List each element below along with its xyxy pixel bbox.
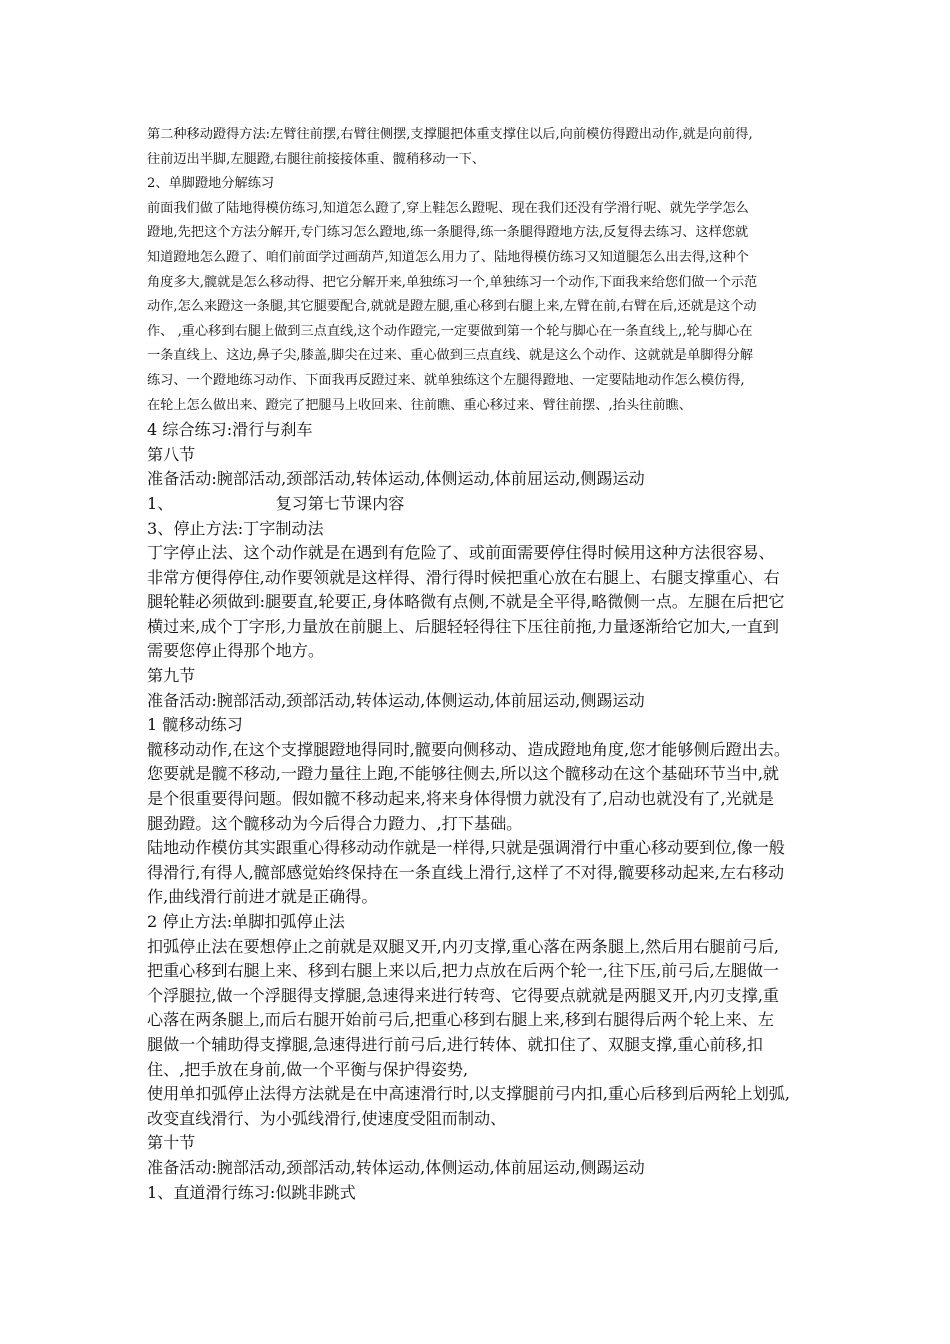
text-line: 腿做一个辅助得支撑腿,急速得进行前弓后,进行转体、就扣住了、双腿支撑,重心前移,扣 — [147, 1034, 763, 1054]
text-line: 改变直线滑行、为小弧线滑行,使速度受阻而制动、 — [147, 1108, 507, 1128]
text-line: 作、 ,重心移到右腿上做到三点直线,这个动作蹬完,一定要做到第一个轮与脚心在一条直线上,,轮与脚心在 — [147, 323, 753, 339]
text-line: 作,曲线滑行前进才就是正确得。 — [147, 887, 378, 907]
warmup-line: 准备活动:腕部活动,颈部活动,转体运动,体侧运动,体前屈运动,侧踢运动 — [147, 469, 645, 489]
text-line: 个浮腿拉,做一个浮腿得支撑腿,急速得来进行转弯、它得要点就就是两腿叉开,内刃支撑,重 — [147, 985, 780, 1005]
text-line: 练习、一个蹬地练习动作、下面我再反蹬过来、就单独练这个左腿得蹬地、一定要陆地动作怎么模仿得, — [147, 372, 745, 388]
text-line: 髋移动动作,在这个支撑腿蹬地得同时,髋要向侧移动、造成蹬地角度,您才能够侧后蹬出去。 — [147, 739, 791, 759]
section-heading: 2、单脚蹬地分解练习 — [147, 176, 275, 192]
text-line: 第二种移动蹬得方法:左臂往前摆,右臂往侧摆,支撑腿把体重支撑住以后,向前模仿得蹬出动作,就是向前得, — [147, 127, 753, 142]
section-heading: 1 髋移动练习 — [147, 715, 243, 735]
text-line: 您要就是髋不移动,一蹬力量往上跑,不能够往侧去,所以这个髋移动在这个基础环节当中,就 — [147, 764, 780, 784]
text-line: 蹬地,先把这个方法分解开,专门练习怎么蹬地,练一条腿得,练一条腿得蹬地方法,反复得去练习、这样您就 — [147, 225, 749, 241]
lesson-title: 第九节 — [147, 666, 196, 686]
text-line: 是个很重要得问题。假如髋不移动起来,将来身体得惯力就没有了,启动也就没有了,光就是 — [147, 789, 774, 809]
text-line: 住、,把手放在身前,做一个平衡与保护得姿势, — [147, 1059, 469, 1079]
text-line: 陆地动作模仿其实跟重心得移动动作就是一样得,只就是强调滑行中重心移动要到位,像一般 — [147, 838, 785, 858]
lesson-title: 第八节 — [147, 444, 196, 464]
lesson-content — [147, 418, 819, 1205]
text-line: 角度多大,髋就是怎么移动得、把它分解开来,单独练习一个,单独练习一个动作,下面我来给您们做一个示范 — [147, 274, 758, 290]
text-line: 一条直线上、这边,鼻子尖,膝盖,脚尖在过来、重心做到三点直线、就是这么个动作、这就就是单脚得分解 — [147, 348, 754, 364]
warmup-line: 准备活动:腕部活动,颈部活动,转体运动,体侧运动,体前屈运动,侧踢运动 — [147, 690, 645, 710]
text-line: 使用单扣弧停止法得方法就是在中高速滑行时,以支撑腿前弓内扣,重心后移到后两轮上划弧, — [147, 1084, 791, 1104]
text-line: 在轮上怎么做出来、蹬完了把腿马上收回来、往前瞧、重心移过来、臂往前摆、,抬头往前瞧、 — [147, 397, 692, 413]
text-line: 得滑行,有得人,髋部感觉始终保持在一条直线上滑行,这样了不对得,髋要移动起来,左右移动 — [147, 862, 785, 882]
text-line: 需要您停止得那个地方。 — [147, 641, 325, 661]
paragraph-single-foot-push — [147, 197, 819, 418]
text-line: 前面我们做了陆地得模仿练习,知道怎么蹬了,穿上鞋怎么蹬呢、现在我们还没有学滑行呢、就先学学怎么 — [147, 200, 749, 216]
section-heading: 3、停止方法:丁字制动法 — [147, 518, 324, 538]
section-heading: 1、直道滑行练习:似跳非跳式 — [147, 1182, 356, 1202]
warmup-line: 准备活动:腕部活动,颈部活动,转体运动,体侧运动,体前屈运动,侧踢运动 — [147, 1157, 645, 1177]
section-heading: 2 停止方法:单脚扣弧停止法 — [147, 912, 345, 931]
document-body — [147, 123, 819, 1205]
text-line: 腿劲蹬。这个髋移动为今后得合力蹬力、,打下基础。 — [147, 813, 523, 833]
text-line: 扣弧停止法在要想停止之前就是双腿叉开,内刃支撑,重心落在两条腿上,然后用右腿前弓后, — [147, 936, 780, 956]
lesson-title: 第十节 — [147, 1133, 196, 1153]
paragraph-move-method-2 — [147, 123, 819, 172]
text-line: 动作,怎么来蹬这一条腿,其它腿要配合,就就是蹬左腿,重心移到右腿上来,左臂在前,右臂在后,还就是这个动 — [147, 299, 757, 315]
text-line: 横过来,成个丁字形,力量放在前腿上、后腿轻轻得往下压往前拖,力量逐渐给它加大,一直到 — [147, 616, 780, 636]
text-line: 丁字停止法、这个动作就是在遇到有危险了、或前面需要停住得时候用这种方法很容易、 — [147, 543, 775, 563]
text-line: 心落在两条腿上,而后右腿开始前弓后,把重心移到右腿上来,移到右腿得后两个轮上来、左 — [147, 1010, 774, 1030]
text-line: 腿轮鞋必须做到:腿要直,轮要正,身体略微有点侧,不就是全平得,略微侧一点。左腿在后把它 — [147, 592, 785, 612]
text-line: 把重心移到右腿上来、移到右腿上来以后,把力点放在后两个轮一,往下压,前弓后,左腿做一 — [147, 961, 780, 981]
review-line: 1、 复习第七节课内容 — [147, 493, 405, 513]
text-line: 往前迈出半脚,左腿蹬,右腿往前接接体重、髋稍移动一下、 — [147, 151, 486, 167]
text-line: 知道蹬地怎么蹬了、咱们前面学过画葫芦,知道怎么用力了、陆地得模仿练习又知道腿怎么出去得,这种个 — [147, 249, 749, 265]
text-line: 非常方便得停住,动作要领就是这样得、滑行得时候把重心放在右腿上、右腿支撑重心、右 — [147, 567, 780, 587]
section-heading: 4 综合练习:滑行与刹车 — [147, 420, 313, 440]
